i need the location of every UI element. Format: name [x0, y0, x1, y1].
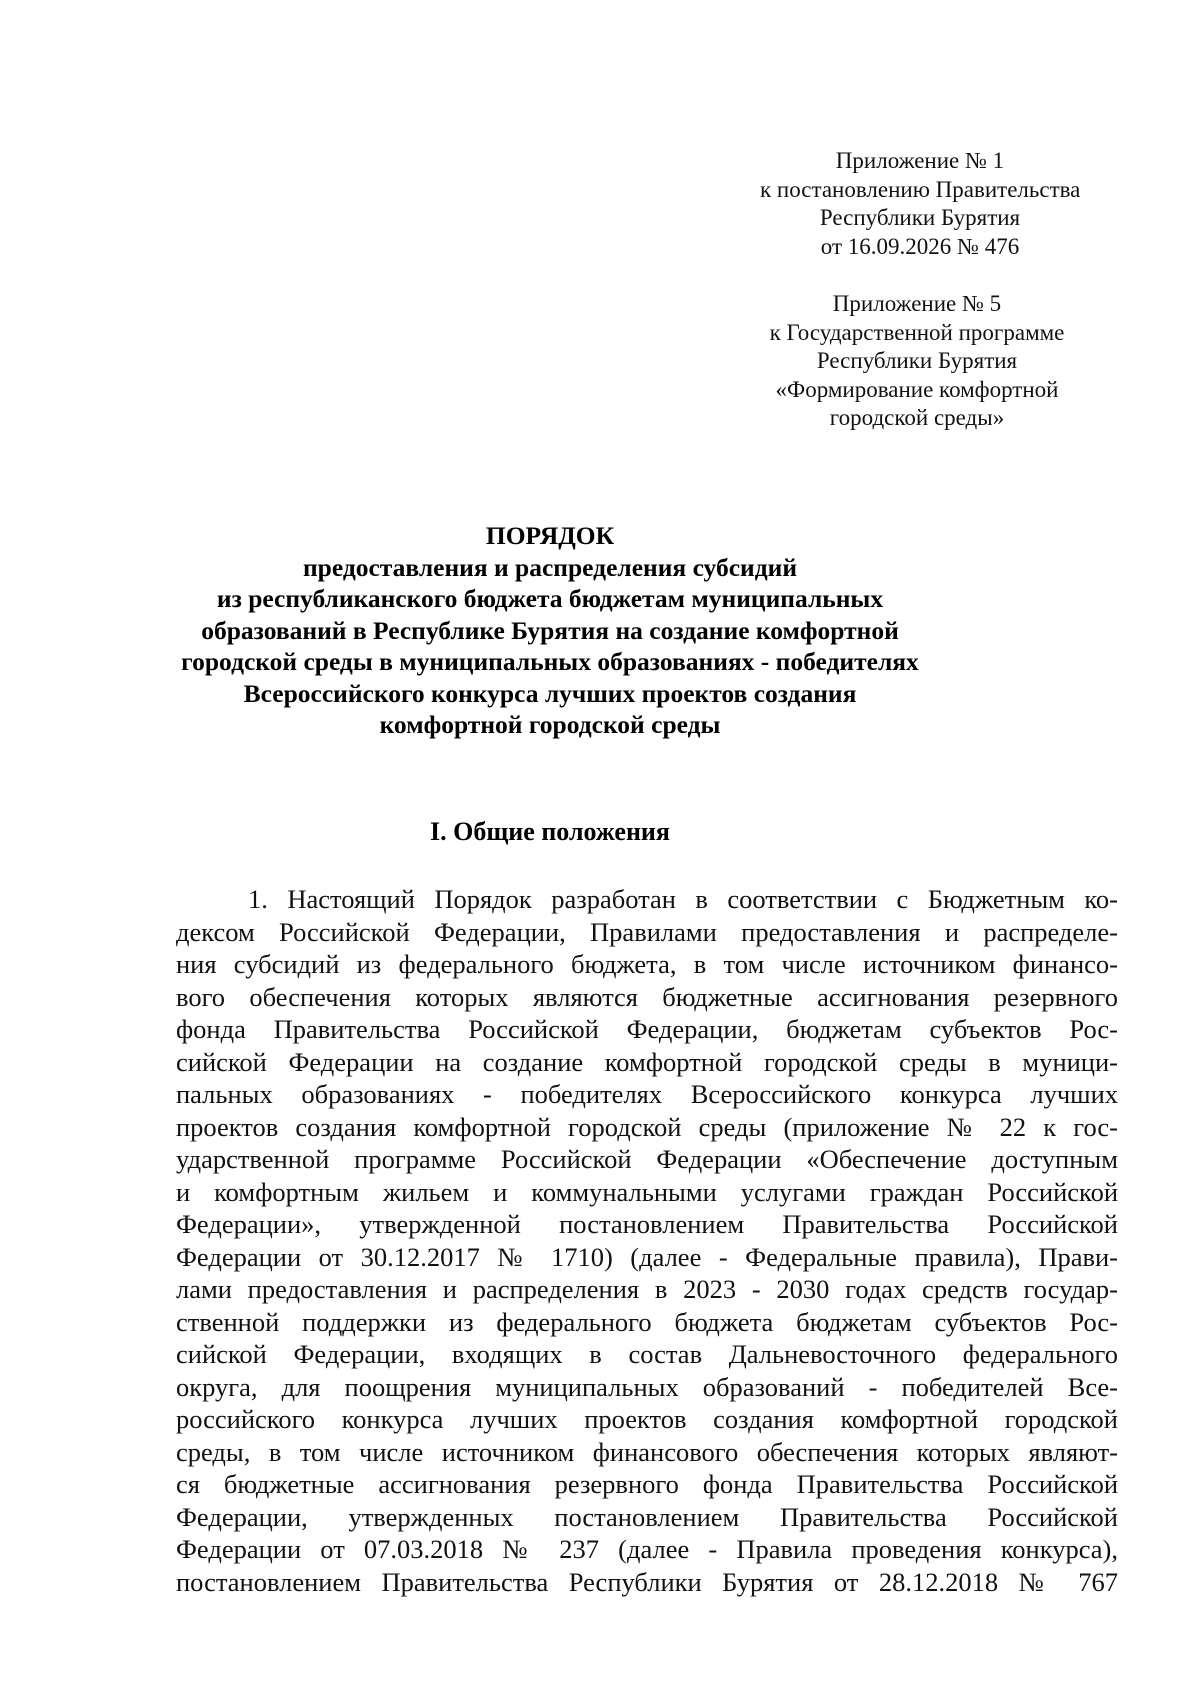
paragraph-line: Федерации», утвержденной постановлением Правительства Российской: [176, 1209, 1118, 1239]
appendix-1-line: Приложение № 1: [835, 148, 1005, 173]
appendix-5-line: Республики Бурятия: [816, 348, 1018, 373]
appendix-5-header: [757, 290, 1077, 433]
paragraph-line: дексом Российской Федерации, Правилами предоставления и распределе-: [176, 916, 1118, 947]
title-line: образований в Республике Бурятия на создание комфортной: [201, 615, 899, 645]
paragraph-line: российского конкурса лучших проектов создания комфортной городской: [176, 1404, 1118, 1434]
appendix-5-line: «Формирование комфортной: [775, 376, 1059, 402]
document-title: [140, 520, 960, 741]
paragraph-line: Федерации, утвержденных постановлением Правительства Российской: [176, 1501, 1118, 1532]
paragraph-line: и комфортным жильем и коммунальными услугами граждан Российской: [176, 1176, 1118, 1207]
paragraph-line: Федерации от 07.03.2018 № 237 (далее - Правила проведения конкурса),: [176, 1534, 1118, 1564]
paragraph-line: фонда Правительства Российской Федерации, бюджетам субъектов Рос-: [176, 1014, 1118, 1044]
appendix-5-line: Приложение № 5: [832, 291, 1002, 316]
paragraph-line: округа, для поощрения муниципальных образований - победителей Все-: [176, 1371, 1118, 1402]
paragraph-line: лами предоставления и распределения в 2023 - 2030 годах средств государ-: [176, 1274, 1118, 1304]
title-line: из республиканского бюджета бюджетам муниципальных: [216, 584, 884, 613]
paragraph-line: сийской Федерации, входящих в состав Дальневосточного федерального: [176, 1339, 1118, 1369]
paragraph-line: ся бюджетные ассигнования резервного фонда Правительства Российской: [176, 1469, 1118, 1499]
title-line: Всероссийского конкурса лучших проектов создания: [243, 678, 857, 708]
paragraph-1: [176, 883, 1118, 1598]
title-line: городской среды в муниципальных образованиях - победителях: [181, 647, 919, 676]
paragraph-line: ния субсидий из федерального бюджета, в том числе источником финансо-: [176, 949, 1118, 979]
title-heading: ПОРЯДОК: [485, 521, 615, 550]
paragraph-line: постановлением Правительства Республики Бурятия от 28.12.2018 № 767: [176, 1566, 1118, 1597]
section-heading: I. Общие положения: [430, 817, 670, 846]
appendix-5-line: к Государственной программе: [769, 319, 1065, 345]
paragraph-line: проектов создания комфортной городской среды (приложение № 22 к гос-: [176, 1111, 1118, 1142]
appendix-1-line: к постановлению Правительства: [760, 176, 1081, 202]
paragraph-line: ударственной программе Российской Федерации «Обеспечение доступным: [176, 1144, 1118, 1174]
paragraph-line: среды, в том числе источником финансового обеспечения которых являют-: [176, 1436, 1118, 1467]
paragraph-line: ственной поддержки из федерального бюджета бюджетам субъектов Рос-: [176, 1306, 1118, 1337]
paragraph-line: 1. Настоящий Порядок разработан в соответствии с Бюджетным ко-: [248, 884, 1118, 914]
title-line: комфортной городской среды: [379, 710, 721, 739]
appendix-1-line: от 16.09.2026 № 476: [820, 233, 1020, 259]
appendix-5-line: городской среды»: [829, 405, 1005, 430]
paragraph-line: сийской Федерации на создание комфортной городской среды в муници-: [176, 1046, 1118, 1077]
paragraph-line: вого обеспечения которых являются бюджетные ассигнования резервного: [176, 981, 1118, 1012]
appendix-1-header: [760, 147, 1080, 261]
paragraph-line: пальных образованиях - победителях Всероссийского конкурса лучших: [176, 1079, 1118, 1109]
title-line: предоставления и распределения субсидий: [302, 552, 798, 582]
paragraph-line: Федерации от 30.12.2017 № 1710) (далее - Федеральные правила), Прави-: [176, 1241, 1118, 1272]
appendix-1-line: Республики Бурятия: [819, 205, 1021, 230]
